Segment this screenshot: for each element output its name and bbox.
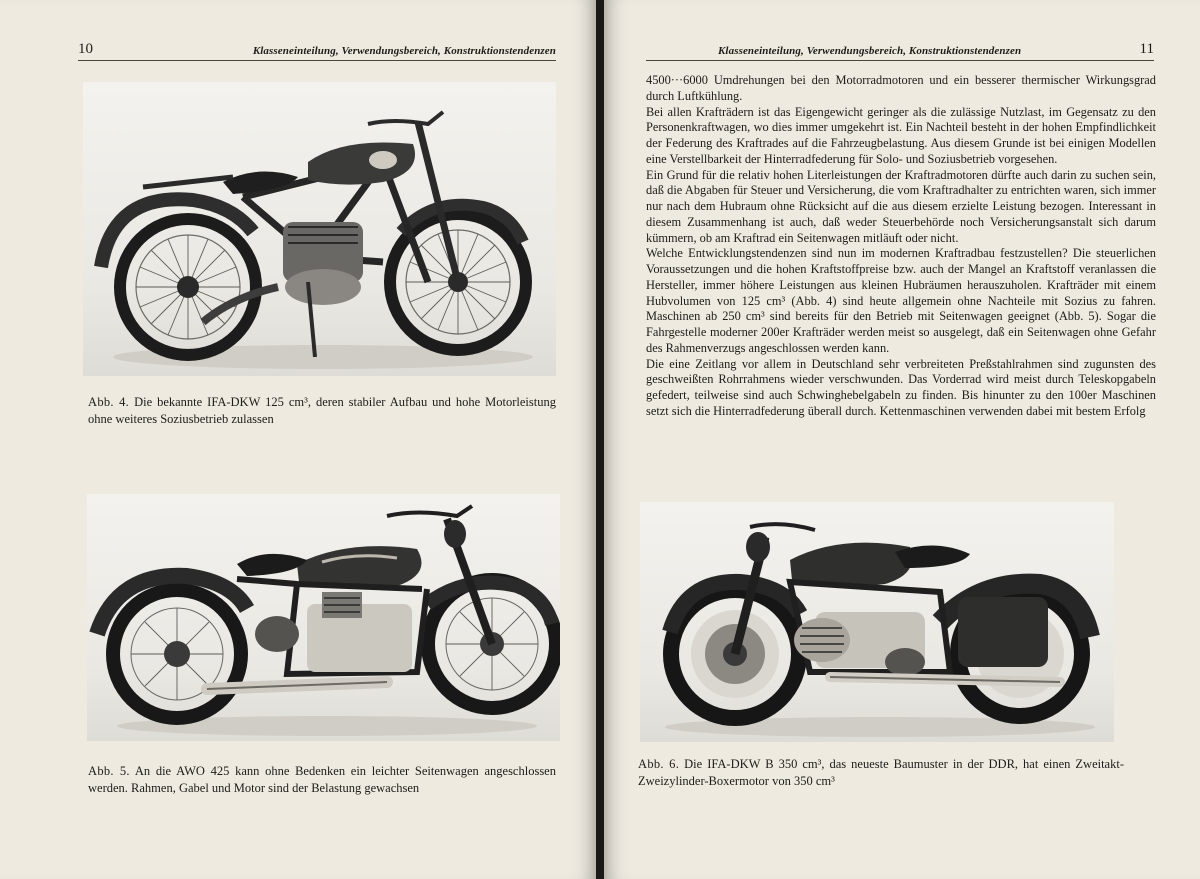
figure-4-caption [88,394,556,428]
figure-5-label: Abb. 5. [88,764,130,778]
figure-6-label: Abb. 6. [638,757,680,771]
page-number: 11 [1139,41,1154,57]
left-page [0,0,596,879]
figure-5-caption [88,763,556,797]
right-page-header [646,40,1154,61]
running-head: Klasseneinteilung, Verwendungsbereich, Konstruktionstendenzen [718,45,1022,57]
figure-5-photo [87,494,560,741]
figure-6-caption [638,756,1124,790]
figure-4-photo [83,82,556,376]
motorcycle-ifa-dkw-125-image [83,82,556,376]
figure-5-caption-text: An die AWO 425 kann ohne Bedenken ein leichter Seitenwagen angeschlossen werden. Rahmen, Gabel und Motor sind der Belastung gewachsen [88,764,556,795]
body-text [646,73,1156,420]
figure-6-photo [640,502,1114,742]
book-gutter [596,0,604,879]
motorcycle-awo-425-image [87,494,560,741]
paragraph: Bei allen Krafträdern ist das Eigengewicht geringer als die zulässige Nutzlast, im Gegensatz zu den Personenkraftwagen, wo dies immer umgekehrt ist. Ein Nachteil besteht in der hohen Empfindlichkeit der Federung des Kraftrades auf die Fahrzeugbelastung. Aus diesem Grunde ist bei einigen Modellen eine Verstellbarkeit der Hinterradfederung für Solo- und Soziusbetrieb vorgesehen. [646,104,1156,166]
page-number: 10 [78,41,93,57]
motorcycle-ifa-dkw-b350-image [640,502,1114,742]
left-page-header [78,40,556,61]
figure-6-caption-text: Die IFA-DKW B 350 cm³, das neueste Baumuster in der DDR, hat einen Zweitakt-Zweizylinder-Boxermotor von 350 cm³ [638,757,1124,788]
figure-4-caption-text: Die bekannte IFA-DKW 125 cm³, deren stabiler Aufbau und hohe Motorleistung ohne weiteres Soziusbetrieb zulassen [88,395,556,426]
paragraph: Die eine Zeitlang vor allem in Deutschland sehr verbreiteten Preßstahlrahmen sind zugunsten des geschweißten Rohrrahmens wieder verschwunden. Das Vorderrad wird meist durch Teleskopgabeln gefedert, teilweise sind auch Schwinghebelgabeln zu finden. Bis hinunter zu den 100er Maschinen setzt sich die Hinterradfederung überall durch. Kettenmaschinen verwenden dabei mit bestem Erfolg [646,356,1156,418]
running-head: Klasseneinteilung, Verwendungsbereich, Konstruktionstendenzen [252,45,556,57]
paragraph: Ein Grund für die relativ hohen Literleistungen der Kraftradmotoren dürfte auch darin zu suchen sein, daß die Abgaben für Steuer und Versicherung, die vom Kraftradhalter zu entrichten waren, sich immer nur nach dem Hubraum ohne Rücksicht auf die aus diesem erzielte Leistung bezogen. Interessant in diesem Zusammenhang ist auch, daß weder Steuerbehörde noch Versicherungsanstalt sich darum kümmern, ob am Kraftrad ein Seitenwagen mitläuft oder nicht. [646,167,1156,245]
paragraph: 4500···6000 Umdrehungen bei den Motorradmotoren und ein besserer thermischer Wirkungsgrad durch Luftkühlung. [646,73,1156,103]
figure-4-label: Abb. 4. [88,395,130,409]
paragraph: Welche Entwicklungstendenzen sind nun im modernen Kraftradbau festzustellen? Die steuerlichen Voraussetzungen und die hohen Kraftstoffpreise bzw. auch der Mangel an Kraftstoff veranlassen die Hersteller, immer höhere Leistungen aus kleinen Hubräumen herauszuholen. Krafträder mit einem Hubvolumen von 125 cm³ (Abb. 4) sind heute allgemein ohne Nachteile mit Sozius zu fahren. Maschinen ab 250 cm³ sind bereits für den Betrieb mit Seitenwagen geeignet (Abb. 5). Sogar die Fahrgestelle moderner 200er Krafträder werden meist so ausgelegt, daß ein Seitenwagen ohne Gefahr des Rahmenverzugs angeschlossen werden kann. [646,246,1156,355]
right-page [604,0,1200,879]
